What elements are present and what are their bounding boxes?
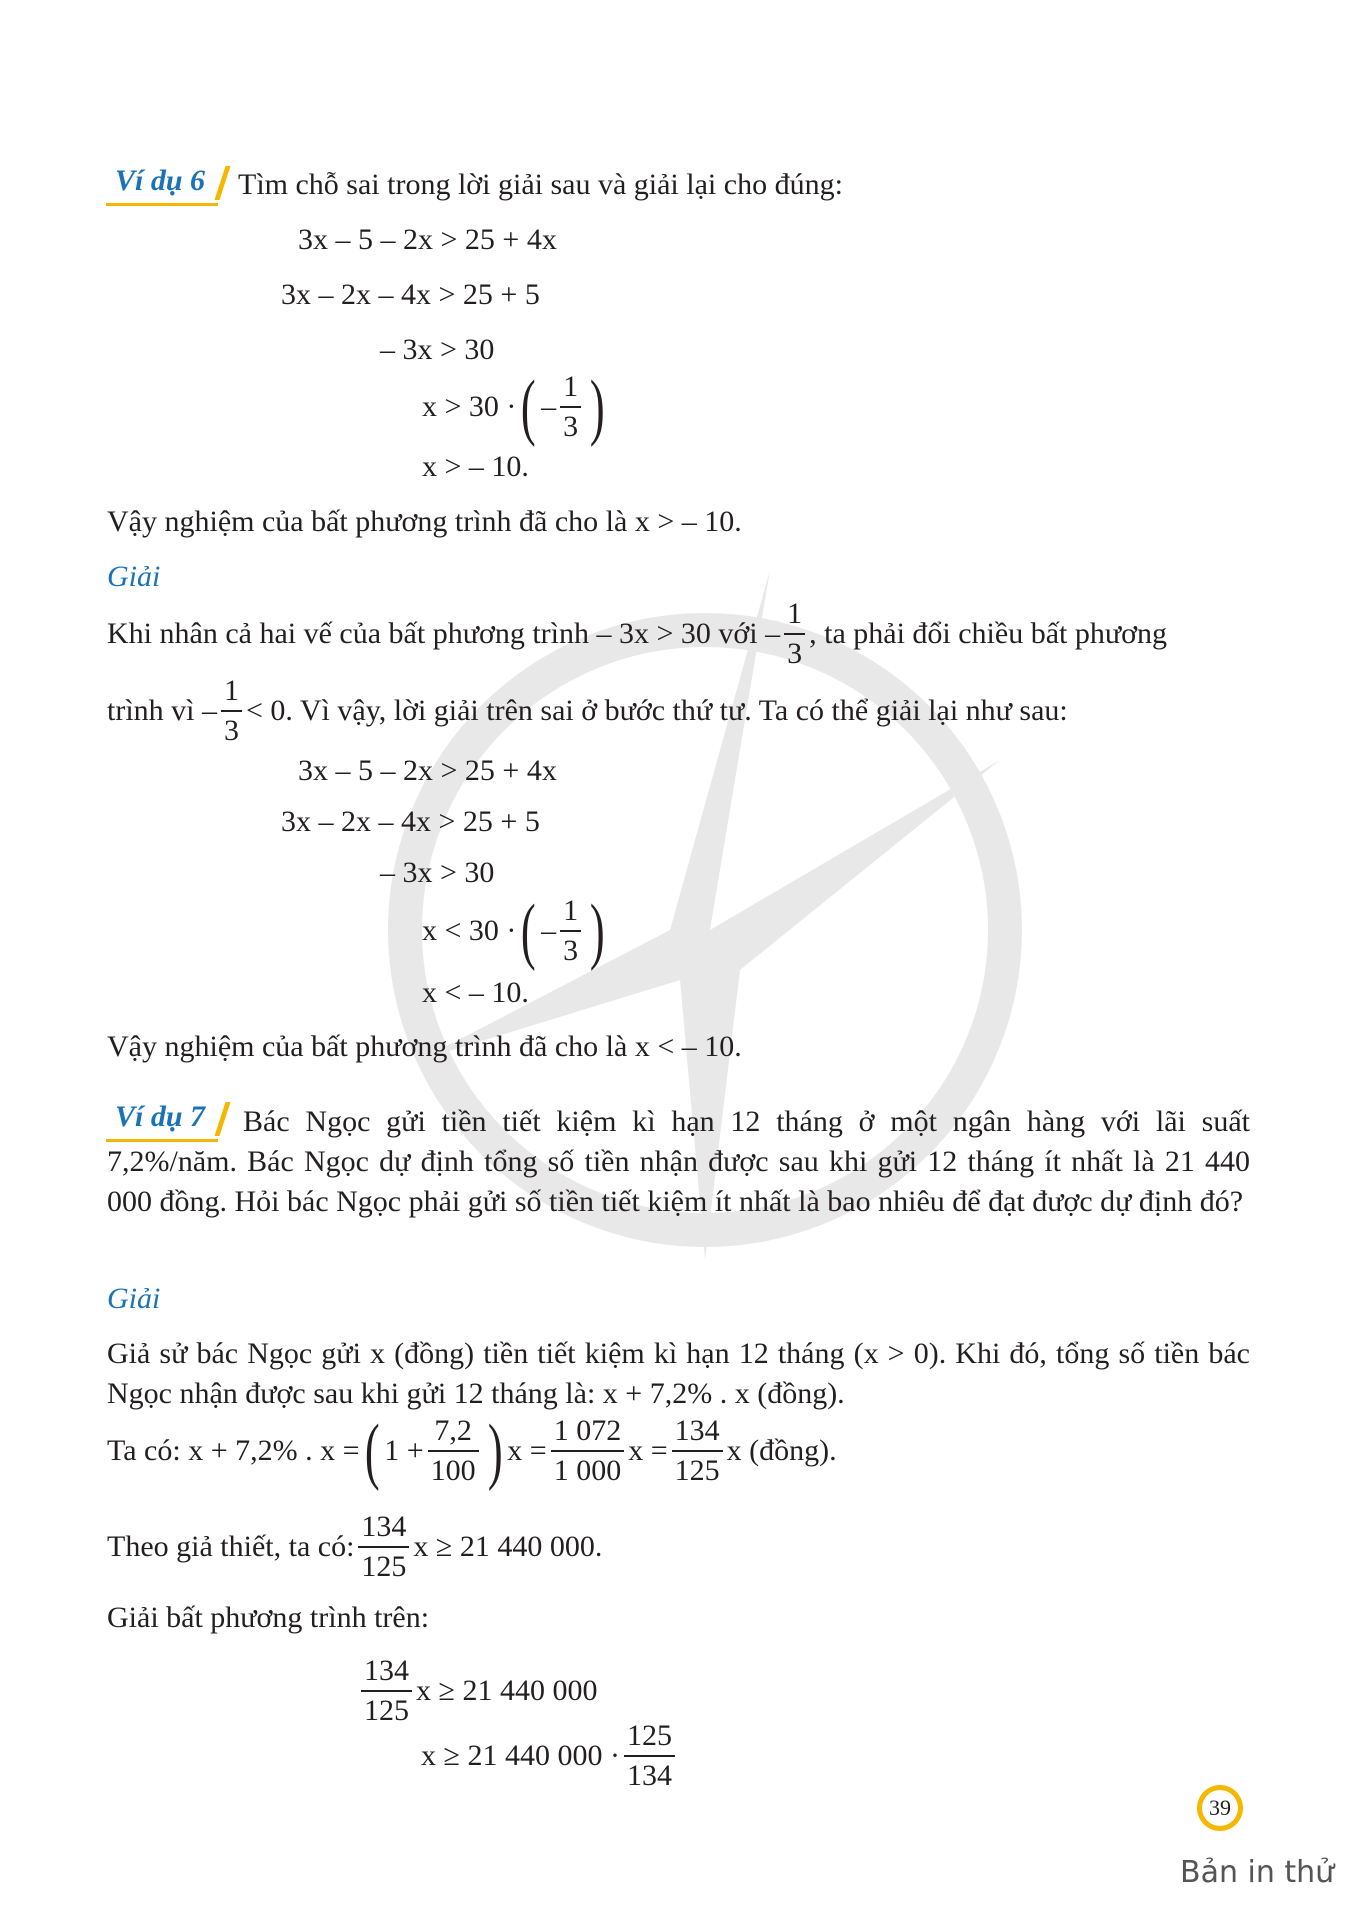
example-7-problem: Bác Ngọc gửi tiền tiết kiệm kì hạn 12 tháng ở một ngân hàng với lãi suất 7,2%/năm. Bác Ngọc dự định tổng số tiền nhận được sau khi gửi 12 tháng ít nhất là 21 440 000 đồng. Hỏi bác Ngọc phải gửi số tiền tiết kiệm ít nhất là bao nhiêu để đạt được dự định đó? [107,1105,1250,1218]
solve-label: Giải bất phương trình trên: [107,1601,430,1634]
hypothesis-line: Theo giả thiết, ta có: $\frac{134}{125}$ x ≥ 21 440 000. [107,1508,602,1586]
fixed-step-3: – 3x > 30 [380,856,495,889]
fixed-step-1: 3x – 5 – 2x > 25 + 4x [298,754,557,787]
solve-step-1: $\frac{134}{125}$ x ≥ 21 440 000 [357,1652,597,1730]
solution-label-6: Giải [107,560,161,593]
explain-line-2: trình vì – $\frac{1}{3}$ < 0. Vì vậy, lời giải trên sai ở bước thứ tư. Ta có thể giải lại như sau: [107,672,1068,750]
fixed-step-2: 3x – 2x – 4x > 25 + 5 [281,805,540,838]
step-1: 3x – 5 – 2x > 25 + 4x [298,223,557,256]
fraction-125-over-134: $\frac{125}{134}$ [624,1717,675,1795]
solve-step-2: x ≥ 21 440 000 · $\frac{125}{134}$ [421,1717,679,1795]
equation-7-1: Ta có: x + 7,2% . x = ( 1 + $\frac{7,2}{100}$ ) x = $\frac{1 072}{1 000}$ x = $\frac{134}{125}$ x (đồng). [107,1410,837,1492]
page-number-badge [1197,1785,1243,1831]
fraction-1072-over-1000: $\frac{1 072}{1 000}$ [551,1412,625,1490]
fraction-one-third: $\frac{1}{3}$ [560,368,581,446]
example-7-label: Ví dụ 7 [115,1100,206,1133]
example-6-tag [106,164,224,204]
fixed-step-4: x < 30 · ( – $\frac{1}{3}$ ) [422,890,605,972]
fraction-134-over-125: $\frac{134}{125}$ [361,1652,412,1730]
fraction-7-2-over-100: $\frac{7,2}{100}$ [428,1412,479,1490]
fraction-one-third: $\frac{1}{3}$ [221,672,242,750]
example-6-prompt: Tìm chỗ sai trong lời giải sau và giải lại cho đúng: [238,168,843,201]
explain-line-1: Khi nhân cả hai vế của bất phương trình – 3x > 30 với – $\frac{1}{3}$ , ta phải đổi chiều bất phương [107,595,1167,673]
step-4-text: x > 30 · [422,390,517,423]
fraction-134-over-125: $\frac{134}{125}$ [672,1412,723,1490]
step-3: – 3x > 30 [380,333,495,366]
wrong-conclusion: Vậy nghiệm của bất phương trình đã cho là x > – 10. [107,505,742,538]
step-4-minus: – [541,390,557,423]
step-4: x > 30 · ( – $\frac{1}{3}$ ) [422,366,605,448]
example-6-label: Ví dụ 6 [115,164,206,197]
fraction-one-third: $\frac{1}{3}$ [560,892,581,970]
fraction-134-over-125: $\frac{134}{125}$ [358,1508,409,1586]
step-2: 3x – 2x – 4x > 25 + 5 [281,278,540,311]
solution-label-7: Giải [107,1282,161,1315]
fraction-one-third: $\frac{1}{3}$ [784,595,805,673]
solution-7-intro: Giả sử bác Ngọc gửi x (đồng) tiền tiết kiệm kì hạn 12 tháng (x > 0). Khi đó, tổng số tiền bác Ngọc nhận được sau khi gửi 12 tháng là: x + 7,2% . x (đồng). [107,1337,1250,1410]
page-number: 39 [1202,1790,1238,1826]
draft-print-note: Bản in thử [1180,1855,1335,1890]
fixed-step-5: x < – 10. [422,976,529,1009]
conclusion-6: Vậy nghiệm của bất phương trình đã cho là x < – 10. [107,1030,742,1063]
step-5: x > – 10. [422,450,529,483]
